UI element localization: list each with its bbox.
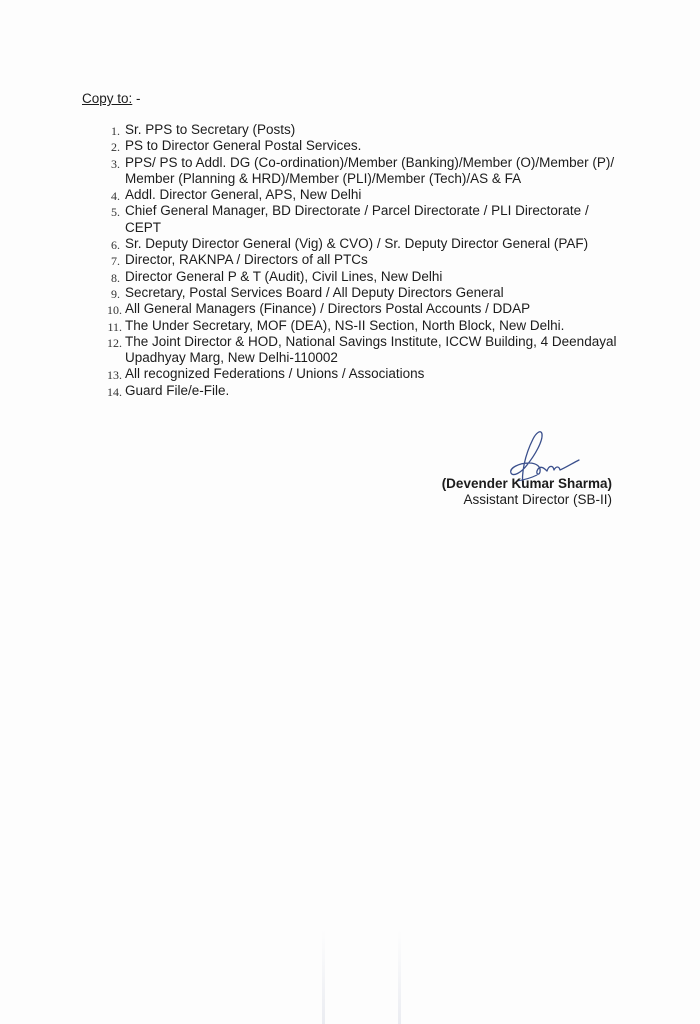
list-item — [94, 285, 624, 301]
item-text: PPS/ PS to Addl. DG (Co-ordination)/Member (Banking)/Member (O)/Member (P)/ Member (Planning & HRD)/Member (PLI)/Member (Tech)/AS & FA — [125, 154, 615, 186]
copy-to-label: Copy to: — [82, 91, 133, 106]
list-item — [94, 383, 624, 399]
item-number: 12. — [107, 335, 122, 350]
item-number: 11. — [107, 319, 122, 334]
item-number: 10. — [107, 303, 122, 318]
list-item — [94, 155, 624, 188]
copy-to-suffix: - — [132, 91, 141, 106]
item-text: All General Managers (Finance) / Directors Postal Accounts / DDAP — [125, 301, 531, 317]
list-item — [94, 301, 624, 317]
copy-to-heading — [82, 91, 141, 106]
item-number: 5. — [111, 205, 120, 220]
item-number: 8. — [111, 270, 120, 285]
list-item — [94, 252, 624, 268]
list-item — [94, 138, 624, 154]
item-number: 6. — [111, 238, 120, 253]
item-number: 14. — [107, 384, 122, 399]
list-item — [94, 122, 624, 138]
list-item — [94, 187, 624, 203]
item-number: 4. — [111, 189, 120, 204]
item-text: Guard File/e-File. — [125, 382, 230, 398]
item-number: 1. — [111, 124, 120, 138]
recipient-list — [94, 122, 624, 399]
item-text: All recognized Federations / Unions / Associations — [125, 366, 425, 382]
item-text: The Joint Director & HOD, National Savings Institute, ICCW Building, 4 Deendayal Upadhyay Marg, New Delhi-110002 — [125, 333, 617, 366]
list-item — [94, 203, 624, 236]
item-text: Director, RAKNPA / Directors of all PTCs — [125, 252, 368, 268]
item-number: 3. — [111, 156, 120, 171]
list-item — [94, 334, 624, 367]
list-item — [94, 269, 624, 285]
list-item — [94, 318, 624, 334]
item-text: Addl. Director General, APS, New Delhi — [125, 187, 362, 203]
item-number: 9. — [111, 286, 120, 301]
item-text: PS to Director General Postal Services. — [125, 138, 362, 154]
item-text: The Under Secretary, MOF (DEA), NS-II Section, North Block, New Delhi. — [125, 317, 565, 333]
item-text: Chief General Manager, BD Directorate / Parcel Directorate / PLI Directorate / CEPT — [125, 203, 589, 235]
item-text: Director General P & T (Audit), Civil Lines, New Delhi — [125, 268, 443, 284]
scan-artifact — [398, 930, 401, 1024]
item-number: 7. — [111, 254, 120, 269]
item-text: Secretary, Postal Services Board / All Deputy Directors General — [125, 284, 504, 300]
signatory-name: (Devender Kumar Sharma) — [441, 476, 612, 491]
item-number: 2. — [111, 140, 120, 155]
list-item — [94, 366, 624, 382]
list-item — [94, 236, 624, 252]
item-number: 13. — [107, 368, 122, 383]
item-text: Sr. Deputy Director General (Vig) & CVO) / Sr. Deputy Director General (PAF) — [125, 236, 589, 252]
signatory-designation: Assistant Director (SB-II) — [463, 492, 612, 507]
scan-artifact — [322, 930, 325, 1024]
item-text: Sr. PPS to Secretary (Posts) — [125, 122, 296, 137]
